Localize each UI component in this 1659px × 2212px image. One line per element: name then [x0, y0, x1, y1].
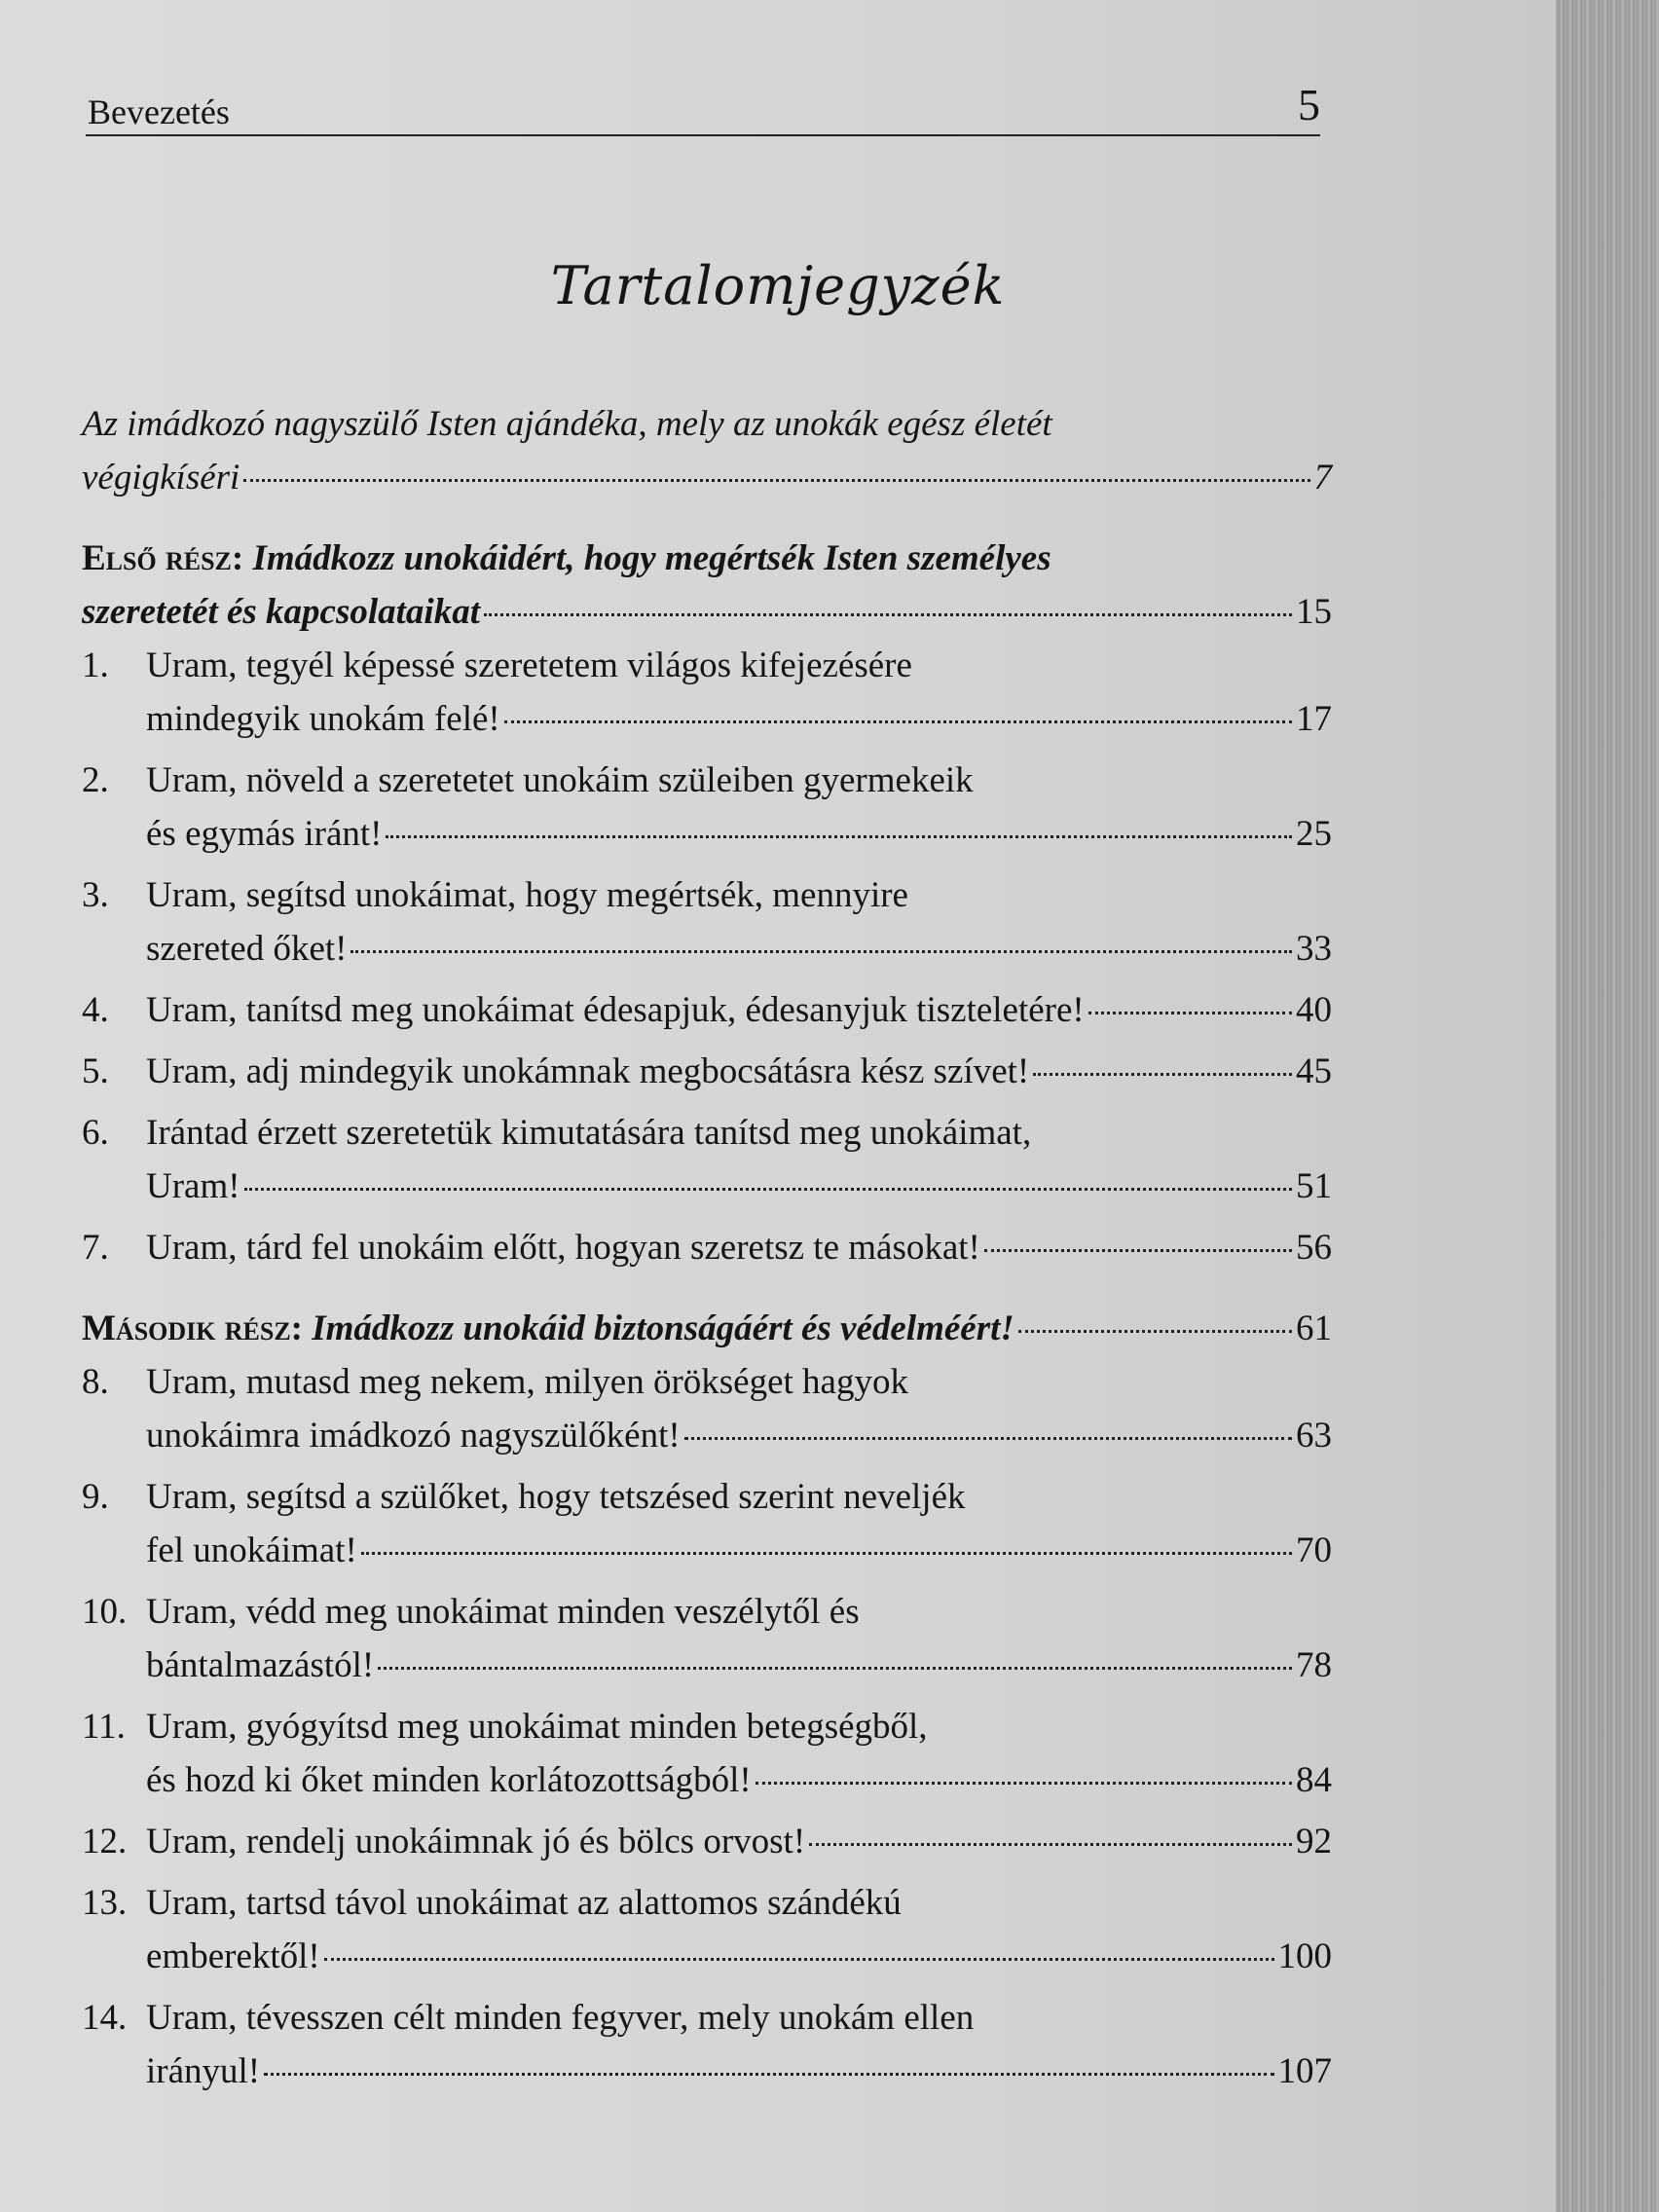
entry-page: 25 [1296, 814, 1332, 854]
intro-line-2 [82, 451, 1332, 504]
entry-page: 107 [1277, 2051, 1332, 2091]
entry-text: Uram, tárd fel unokáim előtt, hogyan szeretsz te másokat! [146, 1228, 980, 1268]
part-1-title-2: szeretetét és kapcsolataikat [82, 592, 480, 632]
entry-number: 3. [82, 875, 109, 915]
part-2-title: Imádkozz unokáid biztonságáért és védelméért! [312, 1309, 1014, 1348]
dot-leader [324, 1958, 1274, 1961]
running-header [86, 80, 1320, 136]
entry-body [146, 754, 1332, 861]
entry-text-line-1: Uram, mutasd meg nekem, milyen örökséget hagyok [146, 1362, 908, 1402]
entry-body [146, 639, 1332, 746]
entry-number: 11. [82, 1707, 126, 1747]
entry-text-line-1: Uram, növeld a szeretetet unokáim szüleiben gyermekeik [146, 760, 974, 800]
entry-text-line-1: Uram, segítsd unokáimat, hogy megértsék, mennyire [146, 875, 908, 915]
entry-line [146, 1524, 1332, 1577]
entry-body [146, 1470, 1332, 1577]
dot-leader [809, 1843, 1292, 1846]
entry-page: 33 [1296, 929, 1332, 969]
entry-body [146, 1221, 1332, 1274]
entry-body [146, 983, 1332, 1037]
entry-number: 10. [82, 1592, 128, 1632]
entry-page: 63 [1296, 1416, 1332, 1456]
entry-text-line-1: Uram, védd meg unokáimat minden veszélytől és [146, 1592, 860, 1632]
entry-body [146, 1876, 1332, 1983]
part-2-heading [82, 1302, 1332, 1355]
toc-entry [82, 754, 1332, 861]
entry-body [146, 1700, 1332, 1807]
entry-page: 78 [1296, 1645, 1332, 1685]
entry-page: 17 [1296, 699, 1332, 739]
entry-number: 13. [82, 1883, 128, 1923]
entry-line [146, 1753, 1332, 1807]
entry-text-line-2: irányul! [146, 2051, 261, 2091]
entry-body [146, 1815, 1332, 1868]
dot-leader [984, 1249, 1292, 1252]
entry-line [146, 2045, 1332, 2098]
entry-text-line-1: Uram, segítsd a szülőket, hogy tetszésed szerint neveljék [146, 1477, 966, 1517]
dot-leader [1018, 1330, 1292, 1333]
dot-leader [264, 2073, 1273, 2076]
entry-body [146, 868, 1332, 976]
table-of-contents [82, 397, 1332, 2106]
entry-line [146, 1045, 1332, 1098]
dot-leader [1033, 1073, 1292, 1076]
entry-text-line-1: Uram, gyógyítsd meg unokáimat minden betegségből, [146, 1707, 928, 1747]
entry-line [146, 807, 1332, 861]
entry-page: 92 [1296, 1822, 1332, 1862]
header-page-number: 5 [1298, 80, 1320, 129]
part-1-heading [82, 532, 1332, 639]
dot-leader [378, 1667, 1292, 1670]
entry-text-line-1: Irántad érzett szeretetük kimutatására tanítsd meg unokáimat, [146, 1113, 1032, 1153]
dot-leader [243, 479, 1309, 482]
entry-number: 8. [82, 1362, 109, 1402]
intro-line-2-text: végigkíséri [82, 458, 240, 498]
entry-text-line-2: és egymás iránt! [146, 814, 383, 854]
toc-intro-entry [82, 397, 1332, 504]
toc-entry [82, 1355, 1332, 1462]
toc-entry [82, 868, 1332, 976]
toc-entry [82, 1221, 1332, 1274]
header-section-title: Bevezetés [88, 92, 230, 131]
dot-leader [1088, 1012, 1292, 1014]
entry-number: 4. [82, 990, 109, 1030]
entry-text: Uram, rendelj unokáimnak jó és bölcs orvost! [146, 1822, 806, 1862]
part-2-entries [82, 1355, 1332, 2098]
entry-text: Uram, adj mindegyik unokámnak megbocsátásra kész szívet! [146, 1051, 1030, 1091]
entry-text-line-2: szereted őket! [146, 929, 348, 969]
entry-line [146, 692, 1332, 746]
part-2-page: 61 [1296, 1309, 1332, 1348]
entry-body [146, 1106, 1332, 1213]
entry-body [146, 1355, 1332, 1462]
dot-leader [350, 950, 1292, 953]
part-1-line-1 [82, 532, 1332, 585]
dot-leader [504, 720, 1292, 723]
entry-text-line-2: Uram! [146, 1166, 240, 1206]
entry-line [146, 1815, 1332, 1868]
entry-line [146, 1221, 1332, 1274]
part-2-line [82, 1302, 1332, 1355]
entry-number: 6. [82, 1113, 109, 1153]
entry-body [146, 1991, 1332, 2098]
entry-line [146, 983, 1332, 1037]
intro-page: 7 [1313, 458, 1332, 498]
part-2-lead: Második rész: [82, 1309, 303, 1348]
entry-text-line-2: és hozd ki őket minden korlátozottságból! [146, 1760, 752, 1800]
entry-page: 70 [1296, 1530, 1332, 1570]
toc-entry [82, 1876, 1332, 1983]
toc-entry [82, 1585, 1332, 1692]
page-edges [1556, 0, 1659, 2212]
dot-leader [361, 1552, 1292, 1555]
entry-text-line-2: mindegyik unokám felé! [146, 699, 500, 739]
toc-entry [82, 983, 1332, 1037]
dot-leader [756, 1782, 1292, 1785]
entry-line [146, 1160, 1332, 1213]
toc-entry [82, 1045, 1332, 1098]
entry-text-line-2: fel unokáimat! [146, 1530, 357, 1570]
entry-number: 5. [82, 1051, 109, 1091]
part-1-entries [82, 639, 1332, 1274]
entry-page: 51 [1296, 1166, 1332, 1206]
entry-number: 1. [82, 645, 109, 685]
entry-page: 56 [1296, 1228, 1332, 1268]
part-1-line-2 [82, 585, 1332, 639]
entry-line [146, 1409, 1332, 1462]
toc-entry [82, 1106, 1332, 1213]
part-1-page: 15 [1296, 592, 1332, 632]
toc-entry [82, 639, 1332, 746]
toc-entry [82, 1470, 1332, 1577]
part-1-lead: Első rész: [82, 538, 244, 578]
entry-line [146, 1639, 1332, 1692]
toc-entry [82, 1700, 1332, 1807]
part-1-title-1: Imádkozz unokáidért, hogy megértsék Isten személyes [252, 538, 1051, 578]
entry-line [146, 922, 1332, 976]
entry-text-line-1: Uram, tegyél képessé szeretetem világos kifejezésére [146, 645, 912, 685]
entry-number: 9. [82, 1477, 109, 1517]
entry-text-line-2: emberektől! [146, 1936, 320, 1976]
entry-text-line-1: Uram, tartsd távol unokáimat az alattomos szándékú [146, 1883, 902, 1923]
dot-leader [386, 835, 1292, 838]
toc-entry [82, 1991, 1332, 2098]
entry-page: 45 [1296, 1051, 1332, 1091]
dot-leader [484, 613, 1292, 616]
entry-page: 100 [1277, 1936, 1332, 1976]
entry-number: 2. [82, 760, 109, 800]
entry-text-line-2: unokáimra imádkozó nagyszülőként! [146, 1416, 681, 1456]
entry-number: 7. [82, 1228, 109, 1268]
dot-leader [684, 1437, 1292, 1440]
entry-page: 84 [1296, 1760, 1332, 1800]
entry-line [146, 1930, 1332, 1983]
dot-leader [244, 1188, 1292, 1191]
toc-entry [82, 1815, 1332, 1868]
entry-text-line-2: bántalmazástól! [146, 1645, 375, 1685]
entry-page: 40 [1296, 990, 1332, 1030]
entry-body [146, 1585, 1332, 1692]
entry-number: 12. [82, 1822, 128, 1862]
entry-body [146, 1045, 1332, 1098]
entry-text-line-1: Uram, tévesszen célt minden fegyver, mely unokám ellen [146, 1998, 975, 2038]
entry-text: Uram, tanítsd meg unokáimat édesapjuk, édesanyjuk tiszteletére! [146, 990, 1085, 1030]
entry-number: 14. [82, 1998, 128, 2038]
intro-line-1: Az imádkozó nagyszülő Isten ajándéka, mely az unokák egész életét [82, 404, 1052, 444]
toc-title: Tartalomjegyzék [550, 255, 1006, 316]
